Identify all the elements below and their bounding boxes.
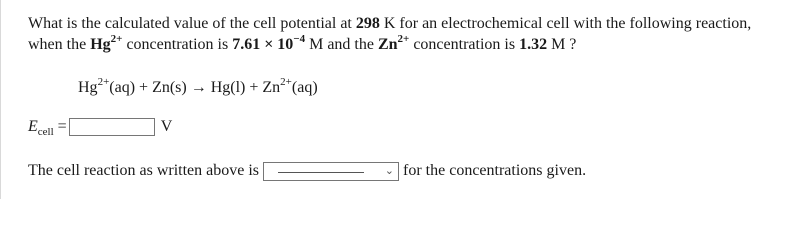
reaction-direction-row [28, 161, 586, 181]
question-line-2: when the $Hg^{2+}$ concentration is $7.61 \times 10^{-4}$ M and the $Zn^{2+}$ concentration is 1.32 M ? [28, 32, 577, 53]
chevron-down-icon: ⌄ [384, 163, 395, 177]
hg-concentration: $7.61 \times 10^{-4}$ [232, 32, 306, 53]
equals-sign: = [57, 118, 67, 135]
reaction-equation: $Hg^{2+}(aq) + Zn(s) \to Hg(l) + Zn^{2+}(aq)$ [78, 75, 318, 96]
question-text [28, 13, 778, 55]
reaction-direction-select[interactable] [263, 162, 399, 181]
ecell-input[interactable] [69, 118, 155, 136]
ecell-unit: V [160, 118, 173, 135]
reaction-direction-prompt: The cell reaction as written above is [28, 162, 260, 179]
ecell-answer-row [28, 117, 172, 137]
temperature-value: 298 [355, 15, 380, 32]
zn-concentration: 1.32 [519, 36, 548, 53]
placeholder-dash [278, 172, 364, 173]
reaction-direction-suffix: for the concentrations given. [403, 162, 587, 179]
ecell-label: $E_{cell}$ [28, 118, 54, 139]
question-line-1: What is the calculated value of the cell potential at 298 K for an electrochemical cell with the following reaction, [28, 15, 752, 32]
